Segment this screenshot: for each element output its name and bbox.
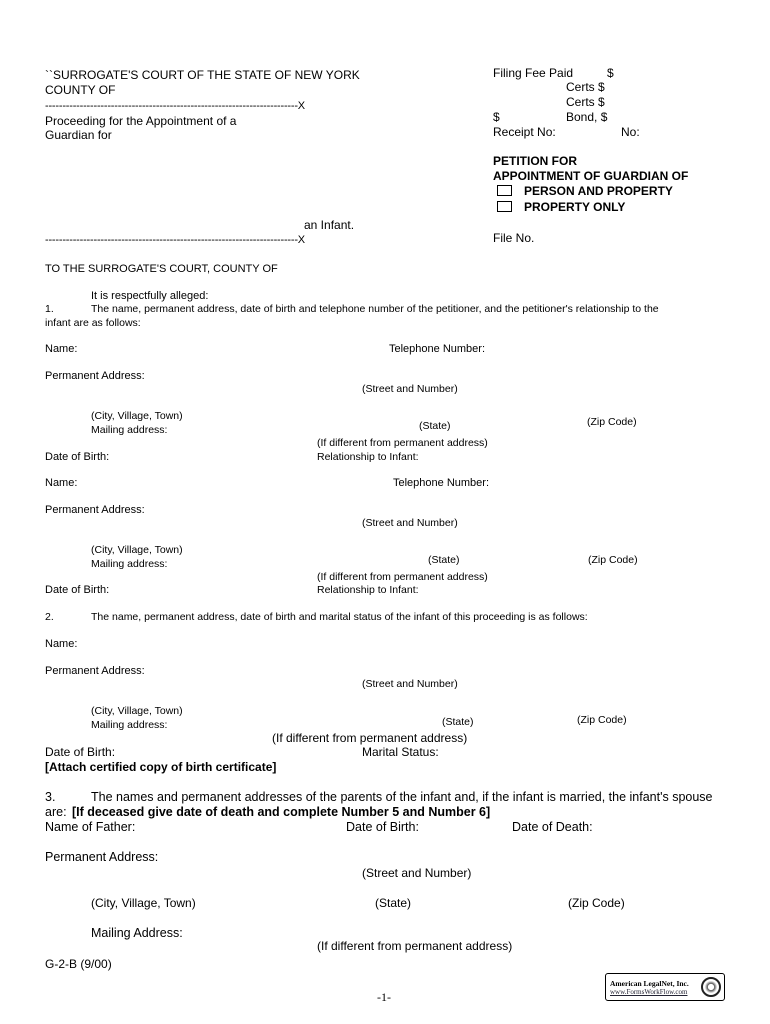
infant-street-caption: (Street and Number) [362, 678, 458, 690]
infant-state-caption: (State) [442, 716, 474, 728]
item-2-number: 2. [45, 611, 54, 623]
proceeding-line-2: Guardian for [45, 128, 112, 142]
receipt-no-label: Receipt No: [493, 125, 556, 139]
petitioner-2-telephone: Telephone Number: [393, 477, 490, 489]
item-1-continuation: infant are as follows: [45, 317, 141, 329]
infant-name: Name: [45, 638, 78, 650]
petitioner-1-relationship: Relationship to Infant: [317, 451, 419, 463]
no-label: No: [621, 125, 640, 139]
county-label: COUNTY OF [45, 83, 116, 97]
petition-subtitle: APPOINTMENT OF GUARDIAN OF [493, 169, 689, 183]
father-dod-label: Date of Death: [512, 820, 593, 834]
petitioner-2-mailing: Mailing address: [91, 558, 168, 570]
petitioner-1-state-caption: (State) [419, 420, 451, 432]
filing-fee-dollar: $ [607, 66, 614, 80]
certs-line-2: Certs $ [566, 95, 605, 109]
father-name-label: Name of Father: [45, 820, 136, 834]
petitioner-2-street-caption: (Street and Number) [362, 517, 458, 529]
publisher-name: American LegalNet, Inc. [610, 979, 689, 988]
item-1-text: The name, permanent address, date of birth and telephone number of the petitioner, and the petitioner's relationship to the [91, 303, 659, 315]
item-1-number: 1. [45, 303, 54, 315]
bond-label: Bond, $ [566, 110, 608, 124]
petitioner-2-perm-address: Permanent Address: [45, 504, 145, 516]
seal-icon [701, 977, 721, 997]
infant-perm-address: Permanent Address: [45, 665, 145, 677]
person-and-property-checkbox[interactable] [497, 185, 512, 196]
proceeding-line-1: Proceeding for the Appointment of a [45, 114, 237, 128]
petitioner-1-street-caption: (Street and Number) [362, 383, 458, 395]
infant-zip-caption: (Zip Code) [577, 714, 627, 726]
petition-title: PETITION FOR [493, 154, 577, 168]
item-3-are: are: [45, 805, 67, 819]
petitioner-1-name: Name: [45, 343, 78, 355]
attach-birth-certificate-note: [Attach certified copy of birth certificate] [45, 760, 277, 774]
petitioner-2-if-different: (If different from permanent address) [317, 571, 488, 583]
father-dob-label: Date of Birth: [346, 820, 419, 834]
petitioner-2-dob: Date of Birth: [45, 584, 110, 596]
father-zip-caption: (Zip Code) [568, 896, 625, 910]
infant-mailing: Mailing address: [91, 719, 168, 731]
petitioner-1-dob: Date of Birth: [45, 451, 110, 463]
property-only-checkbox[interactable] [497, 201, 512, 212]
petitioner-1-if-different: (If different from permanent address) [317, 437, 488, 449]
item-2-text: The name, permanent address, date of birth and marital status of the infant of this proceeding is as follows: [91, 611, 588, 623]
item-3-text: The names and permanent addresses of the parents of the infant and, if the infant is married, the infant's spouse [91, 790, 713, 804]
item-3-deceased-note: [If deceased give date of death and complete Number 5 and Number 6] [72, 805, 491, 819]
certs-line-1: Certs $ [566, 80, 605, 94]
form-id: G-2-B (9/00) [45, 957, 112, 971]
petitioner-2-name: Name: [45, 477, 78, 489]
an-infant-label: an Infant. [304, 218, 355, 232]
to-court-line: TO THE SURROGATE'S COURT, COUNTY OF [45, 263, 278, 275]
petitioner-2-city-caption: (City, Village, Town) [91, 544, 183, 556]
petitioner-2-zip-caption: (Zip Code) [588, 554, 638, 566]
filing-fee-label: Filing Fee Paid [493, 66, 574, 80]
publisher-website-link[interactable]: www.FormsWorkFlow.com [610, 988, 688, 996]
property-only-label: PROPERTY ONLY [524, 200, 626, 214]
file-no-label: File No. [493, 231, 535, 245]
alleged-line: It is respectfully alleged: [91, 290, 209, 302]
infant-if-different: (If different from permanent address) [272, 731, 468, 745]
father-street-caption: (Street and Number) [362, 866, 472, 880]
person-and-property-label: PERSON AND PROPERTY [524, 184, 673, 198]
caption-rule-bottom: -------------------------------------------------------------------------X [45, 234, 305, 246]
caption-rule-top: -------------------------------------------------------------------------X [45, 100, 305, 112]
father-city-caption: (City, Village, Town) [91, 896, 196, 910]
petitioner-2-relationship: Relationship to Infant: [317, 584, 419, 596]
petitioner-1-zip-caption: (Zip Code) [587, 416, 637, 428]
father-mailing-address: Mailing Address: [91, 926, 183, 940]
court-title: ``SURROGATE'S COURT OF THE STATE OF NEW YORK [45, 68, 360, 82]
page-number: -1- [377, 990, 391, 1004]
petitioner-1-city-caption: (City, Village, Town) [91, 410, 183, 422]
petitioner-1-telephone: Telephone Number: [389, 343, 486, 355]
publisher-logo [605, 973, 725, 1001]
petitioner-1-perm-address: Permanent Address: [45, 370, 145, 382]
infant-dob: Date of Birth: [45, 745, 116, 759]
petitioner-1-mailing: Mailing address: [91, 424, 168, 436]
father-if-different: (If different from permanent address) [317, 939, 513, 953]
infant-city-caption: (City, Village, Town) [91, 705, 183, 717]
bond-dollar: $ [493, 110, 500, 124]
father-state-caption: (State) [375, 896, 412, 910]
petitioner-2-state-caption: (State) [428, 554, 460, 566]
item-3-number: 3. [45, 790, 56, 804]
father-perm-address: Permanent Address: [45, 850, 159, 864]
infant-marital-status: Marital Status: [362, 745, 439, 759]
